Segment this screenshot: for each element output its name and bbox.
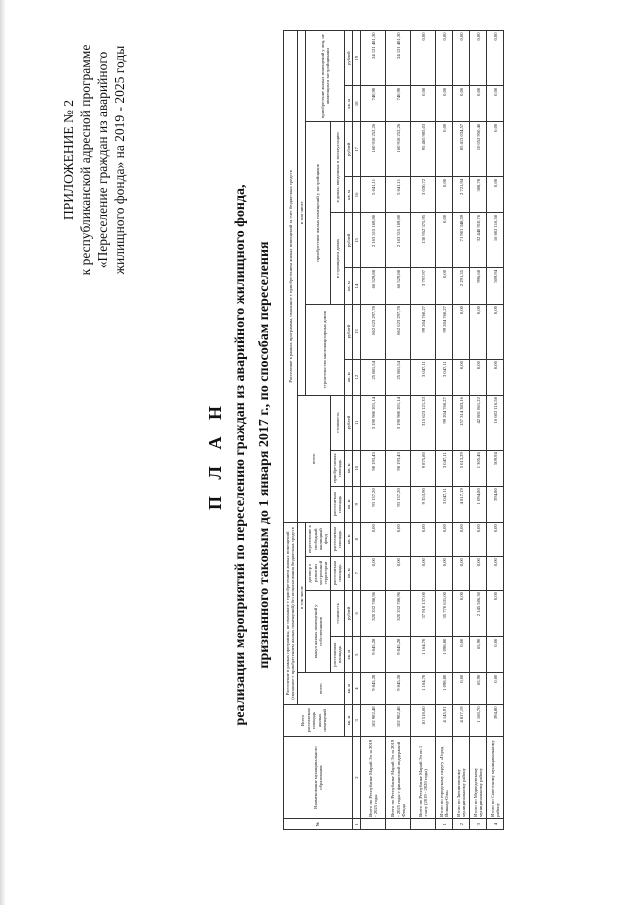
cell: 0,00 [386, 522, 411, 556]
cell: 1 094,80 [470, 486, 487, 522]
cell: 320 332 780,96 [361, 590, 386, 637]
cell: 66 529,88 [386, 268, 411, 304]
cell: 0,00 [470, 304, 487, 359]
col-num: 5 [353, 637, 361, 673]
th-area-resettled-3: расселяемая площадь [330, 522, 344, 556]
cell: 3 047,11 [436, 359, 453, 395]
th-cost-1: стоимость [330, 590, 344, 637]
cell: 0,00 [470, 359, 487, 395]
col-num: 18 [353, 86, 361, 122]
cell: 65,90 [470, 673, 487, 705]
col-num: 16 [353, 177, 361, 213]
cell: 740,90 [386, 86, 411, 122]
cell: 130 952 375,95 [411, 213, 436, 268]
cell: 85 413 034,57 [453, 122, 470, 177]
th-unit-8: кв. м [344, 522, 352, 556]
th-unit-7: кв. м [344, 556, 352, 590]
th-total-1: всего [297, 673, 344, 705]
table-row [470, 31, 487, 830]
cell: 0,00 [411, 31, 436, 86]
cell: 2 163 315 169,80 [361, 213, 386, 268]
cell: 3 047,11 [436, 450, 453, 486]
appendix-title: ПРИЛОЖЕНИЕ № 2 [61, 99, 76, 221]
col-num: 17 [353, 122, 361, 177]
col-num: 12 [353, 359, 361, 395]
cell: 509,94 [487, 450, 504, 486]
plan-subtitle-1: реализации мероприятий по переселению граждан из аварийного жилищного фонда, [233, 184, 248, 726]
cell: 3 030,72 [411, 177, 436, 213]
col-num: 2 [353, 736, 361, 819]
cell: 0,00 [487, 637, 504, 673]
cell: 66 529,88 [361, 268, 386, 304]
cell: 0,00 [470, 556, 487, 590]
cell: 509,94 [487, 268, 504, 304]
cell: 0,00 [436, 522, 453, 556]
appendix-line-1: к республиканской адресной программе [78, 44, 93, 276]
table-row [487, 31, 504, 830]
cell: 99 204 760,27 [411, 304, 436, 359]
cell-num [386, 819, 411, 830]
cell: 102 982,48 [386, 704, 411, 736]
th-all: всего [297, 395, 330, 522]
cell: 4 817,19 [453, 486, 470, 522]
col-num: 19 [353, 31, 361, 86]
cell: 1 098,80 [436, 637, 453, 673]
plan-subtitle-2: признанного таковым до 1 января 2017 г., по способам переселения [257, 241, 272, 669]
cell-name: Итого по городскому округу «Город Йошкар-Ола» [436, 736, 453, 819]
cell: 160 918 252,26 [386, 122, 411, 177]
cell-name: Всего по Республике Марий Эл за 2019 - 2025 годы с финансовой поддержкой Фонда [386, 736, 411, 819]
th-buyout: выкуп жилых помещений у собственников [306, 590, 331, 673]
cell: 4 145,91 [436, 704, 453, 736]
cell: 0,00 [487, 673, 504, 705]
cell: 9 875,80 [411, 450, 436, 486]
cell: 0,00 [453, 522, 470, 556]
cell: 0,00 [436, 556, 453, 590]
cell: 0,00 [487, 522, 504, 556]
cell: 320 332 780,96 [386, 590, 411, 637]
cell: 0,00 [436, 122, 453, 177]
cell: 5 013,29 [453, 450, 470, 486]
th-unit-10: кв. м [344, 450, 352, 486]
cell: 157 314 383,16 [453, 395, 470, 450]
appendix-line-3: жилищного фонда» на 2019 - 2025 годы [112, 45, 127, 275]
th-acquisition: приобретение жилых помещений у застройщиков [306, 122, 331, 304]
cell: 24 121 481,30 [361, 31, 386, 86]
th-unit-16: кв. м [344, 177, 352, 213]
cell: 0,00 [411, 86, 436, 122]
cell: 0,00 [470, 522, 487, 556]
th-area-resettled-4: расселяемая площадь [330, 486, 344, 522]
cell-name: Всего по Республике Марий Эл по 1 этапу (2019 - 2020 годы) [411, 736, 436, 819]
th-unit-19: рублей [344, 31, 352, 86]
th-group-budget: Расселение в рамках программы, связанное с приобретением жилых помещений за счет бюджетных средств [284, 31, 298, 523]
cell: 0,00 [411, 522, 436, 556]
col-num: 4 [353, 673, 361, 705]
cell: 1 164,70 [411, 637, 436, 673]
cell: 0,00 [453, 590, 470, 637]
cell: 0,00 [487, 590, 504, 637]
cell: 0,00 [436, 31, 453, 86]
cell: 10 052 950,46 [470, 122, 487, 177]
plan-title: П Л А Н [205, 400, 225, 510]
cell: 102 982,48 [361, 704, 386, 736]
th-contract: договор о развитии застроенной территории [306, 556, 331, 590]
cell: 93 137,20 [361, 486, 386, 522]
cell: 0,00 [453, 673, 470, 705]
th-unit-15: рублей [344, 213, 352, 268]
cell-num: 1 [436, 819, 453, 830]
th-unit-5: кв. м [344, 637, 352, 673]
th-unit-17: рублей [344, 122, 352, 177]
cell: 0,00 [361, 556, 386, 590]
cell: 35 770 631,00 [436, 590, 453, 637]
col-num: 9 [353, 486, 361, 522]
cell: 0,00 [453, 31, 470, 86]
cell: 3 047,11 [436, 486, 453, 522]
cell: 0,00 [470, 86, 487, 122]
cell: 0,00 [487, 86, 504, 122]
cell: 3 190 980 201,14 [386, 395, 411, 450]
cell: 315 623 121,33 [411, 395, 436, 450]
th-acquired-area-1: приобретаемая площадь [330, 450, 344, 486]
th-unit-3: кв. м [344, 704, 352, 736]
col-num: 8 [353, 522, 361, 556]
cell: 862 623 297,78 [361, 304, 386, 359]
col-num: 15 [353, 213, 361, 268]
cell: 71 901 348,59 [453, 213, 470, 268]
cell: 3 797,97 [411, 268, 436, 304]
cell: 16 602 116,58 [487, 395, 504, 450]
cell: 0,00 [436, 268, 453, 304]
cell: 2 721,94 [453, 177, 470, 213]
cell: 3 047,11 [411, 359, 436, 395]
cell: 1 305,46 [470, 450, 487, 486]
th-incl-2: в том числе [297, 31, 305, 396]
th-unit-14: кв. м [344, 268, 352, 304]
cell: 37 910 137,00 [411, 590, 436, 637]
plan-table [283, 30, 504, 830]
cell: 32 448 910,76 [470, 213, 487, 268]
th-construction: строительство многоквартирных домов [306, 304, 344, 395]
cell-num: 4 [487, 819, 504, 830]
cell: 16 602 116,58 [487, 213, 504, 268]
th-group-no-budget: Расселение в рамках программы, не связанное с приобретением жилых помещений (связанное с приобретением жилых помещений) без использования бюджетных средств [284, 522, 298, 704]
th-incl-1: в том числе [297, 522, 305, 672]
th-area-resettled-2: расселяемая площадь [330, 556, 344, 590]
cell-num: 3 [470, 819, 487, 830]
table-row [361, 31, 386, 830]
cell: 0,00 [436, 177, 453, 213]
cell: 10 518,60 [411, 704, 436, 736]
cell: 65,90 [470, 637, 487, 673]
cell: 740,90 [361, 86, 386, 122]
cell: 160 918 252,26 [361, 122, 386, 177]
cell: 394,80 [487, 486, 504, 522]
col-num: 13 [353, 304, 361, 359]
cell: 3 190 980 201,14 [361, 395, 386, 450]
cell: 42 801 861,22 [470, 395, 487, 450]
th-name: Наименование муниципального образования [284, 736, 353, 819]
cell-num [361, 819, 386, 830]
cell: 308,78 [470, 177, 487, 213]
cell: 0,00 [487, 556, 504, 590]
table-row [453, 31, 470, 830]
th-total-area: Всего расселяемая площадь жилых помещений [284, 704, 345, 736]
cell: 93 137,20 [386, 486, 411, 522]
th-unit-6: рублей [344, 590, 352, 637]
th-unit-11: рублей [344, 395, 352, 450]
cell: 9 845,28 [386, 673, 411, 705]
cell: 0,00 [470, 31, 487, 86]
cell: 1 098,80 [436, 673, 453, 705]
th-in-commissioned: в домах, введенных в эксплуатацию [330, 122, 344, 213]
th-from-others: приобретение жилых помещений у лиц, не являющихся застройщиками [306, 31, 344, 122]
th-area-resettled-1: расселяемая площадь [330, 637, 344, 673]
cell: 24 121 481,30 [386, 31, 411, 86]
cell: 0,00 [361, 522, 386, 556]
cell: 5 041,11 [361, 177, 386, 213]
col-num: 6 [353, 590, 361, 637]
plan-title-block [205, 135, 274, 775]
cell: 9 845,28 [361, 637, 386, 673]
cell-name: Итого по Советскому муниципальному району [487, 736, 504, 819]
cell: 0,00 [453, 359, 470, 395]
th-cost-2: стоимость [330, 395, 344, 450]
th-unit-9: кв. м [344, 486, 352, 522]
cell-name: Итого по Звениговскому муниципальному району [453, 736, 470, 819]
table-row [386, 31, 411, 830]
cell: 9 845,28 [361, 673, 386, 705]
th-other-fund: переселение в свободный жилищный фонд [306, 522, 331, 556]
cell: 0,00 [453, 304, 470, 359]
cell-num [411, 819, 436, 830]
cell: 394,80 [487, 704, 504, 736]
column-numbers-row [353, 31, 361, 830]
cell: 1 164,70 [411, 673, 436, 705]
cell: 2 163 315 169,80 [386, 213, 411, 268]
cell: 9 845,28 [386, 637, 411, 673]
th-unit-12: кв. м [344, 359, 352, 395]
col-num: 14 [353, 268, 361, 304]
cell: 862 623 297,78 [386, 304, 411, 359]
cell: 0,00 [453, 86, 470, 122]
cell: 4 817,19 [453, 704, 470, 736]
cell: 95 465 985,03 [411, 122, 436, 177]
cell-name: Всего по Республике Марий Эл за 2019 - 2025 годы [361, 736, 386, 819]
cell: 0,00 [453, 556, 470, 590]
th-unit-13: рублей [344, 304, 352, 359]
cell: 5 041,11 [386, 177, 411, 213]
cell-num: 2 [453, 819, 470, 830]
cell: 9 353,90 [411, 486, 436, 522]
cell: 0,00 [487, 304, 504, 359]
cell: 0,00 [487, 177, 504, 213]
cell: 0,00 [411, 556, 436, 590]
cell: 98 193,43 [386, 450, 411, 486]
col-num: 7 [353, 556, 361, 590]
th-in-built: в строящихся домах [330, 213, 344, 304]
cell: 0,00 [386, 556, 411, 590]
col-num: 1 [353, 819, 361, 830]
th-unit-4: кв. м [344, 673, 352, 705]
table-row [436, 31, 453, 830]
cell: 2 145 506,30 [470, 590, 487, 637]
cell: 25 881,54 [386, 359, 411, 395]
cell-name: Итого по Медведевскому муниципальному району [470, 736, 487, 819]
cell: 0,00 [436, 86, 453, 122]
cell: 0,00 [487, 31, 504, 86]
table-row [411, 31, 436, 830]
th-num: № [284, 819, 353, 830]
cell: 0,00 [487, 122, 504, 177]
cell: 1 160,70 [470, 704, 487, 736]
col-num: 10 [353, 450, 361, 486]
cell: 0,00 [453, 637, 470, 673]
th-unit-18: кв. м [344, 86, 352, 122]
appendix-header [60, 35, 128, 285]
cell: 98 193,43 [361, 450, 386, 486]
col-num: 3 [353, 704, 361, 736]
col-num: 11 [353, 395, 361, 450]
cell: 0,00 [436, 213, 453, 268]
cell: 99 204 760,27 [436, 304, 453, 359]
cell: 996,68 [470, 268, 487, 304]
appendix-line-2: «Переселение граждан из аварийного [95, 51, 110, 269]
cell: 25 881,54 [361, 359, 386, 395]
cell: 99 204 760,27 [436, 395, 453, 450]
cell: 2 291,35 [453, 268, 470, 304]
cell: 0,00 [487, 359, 504, 395]
